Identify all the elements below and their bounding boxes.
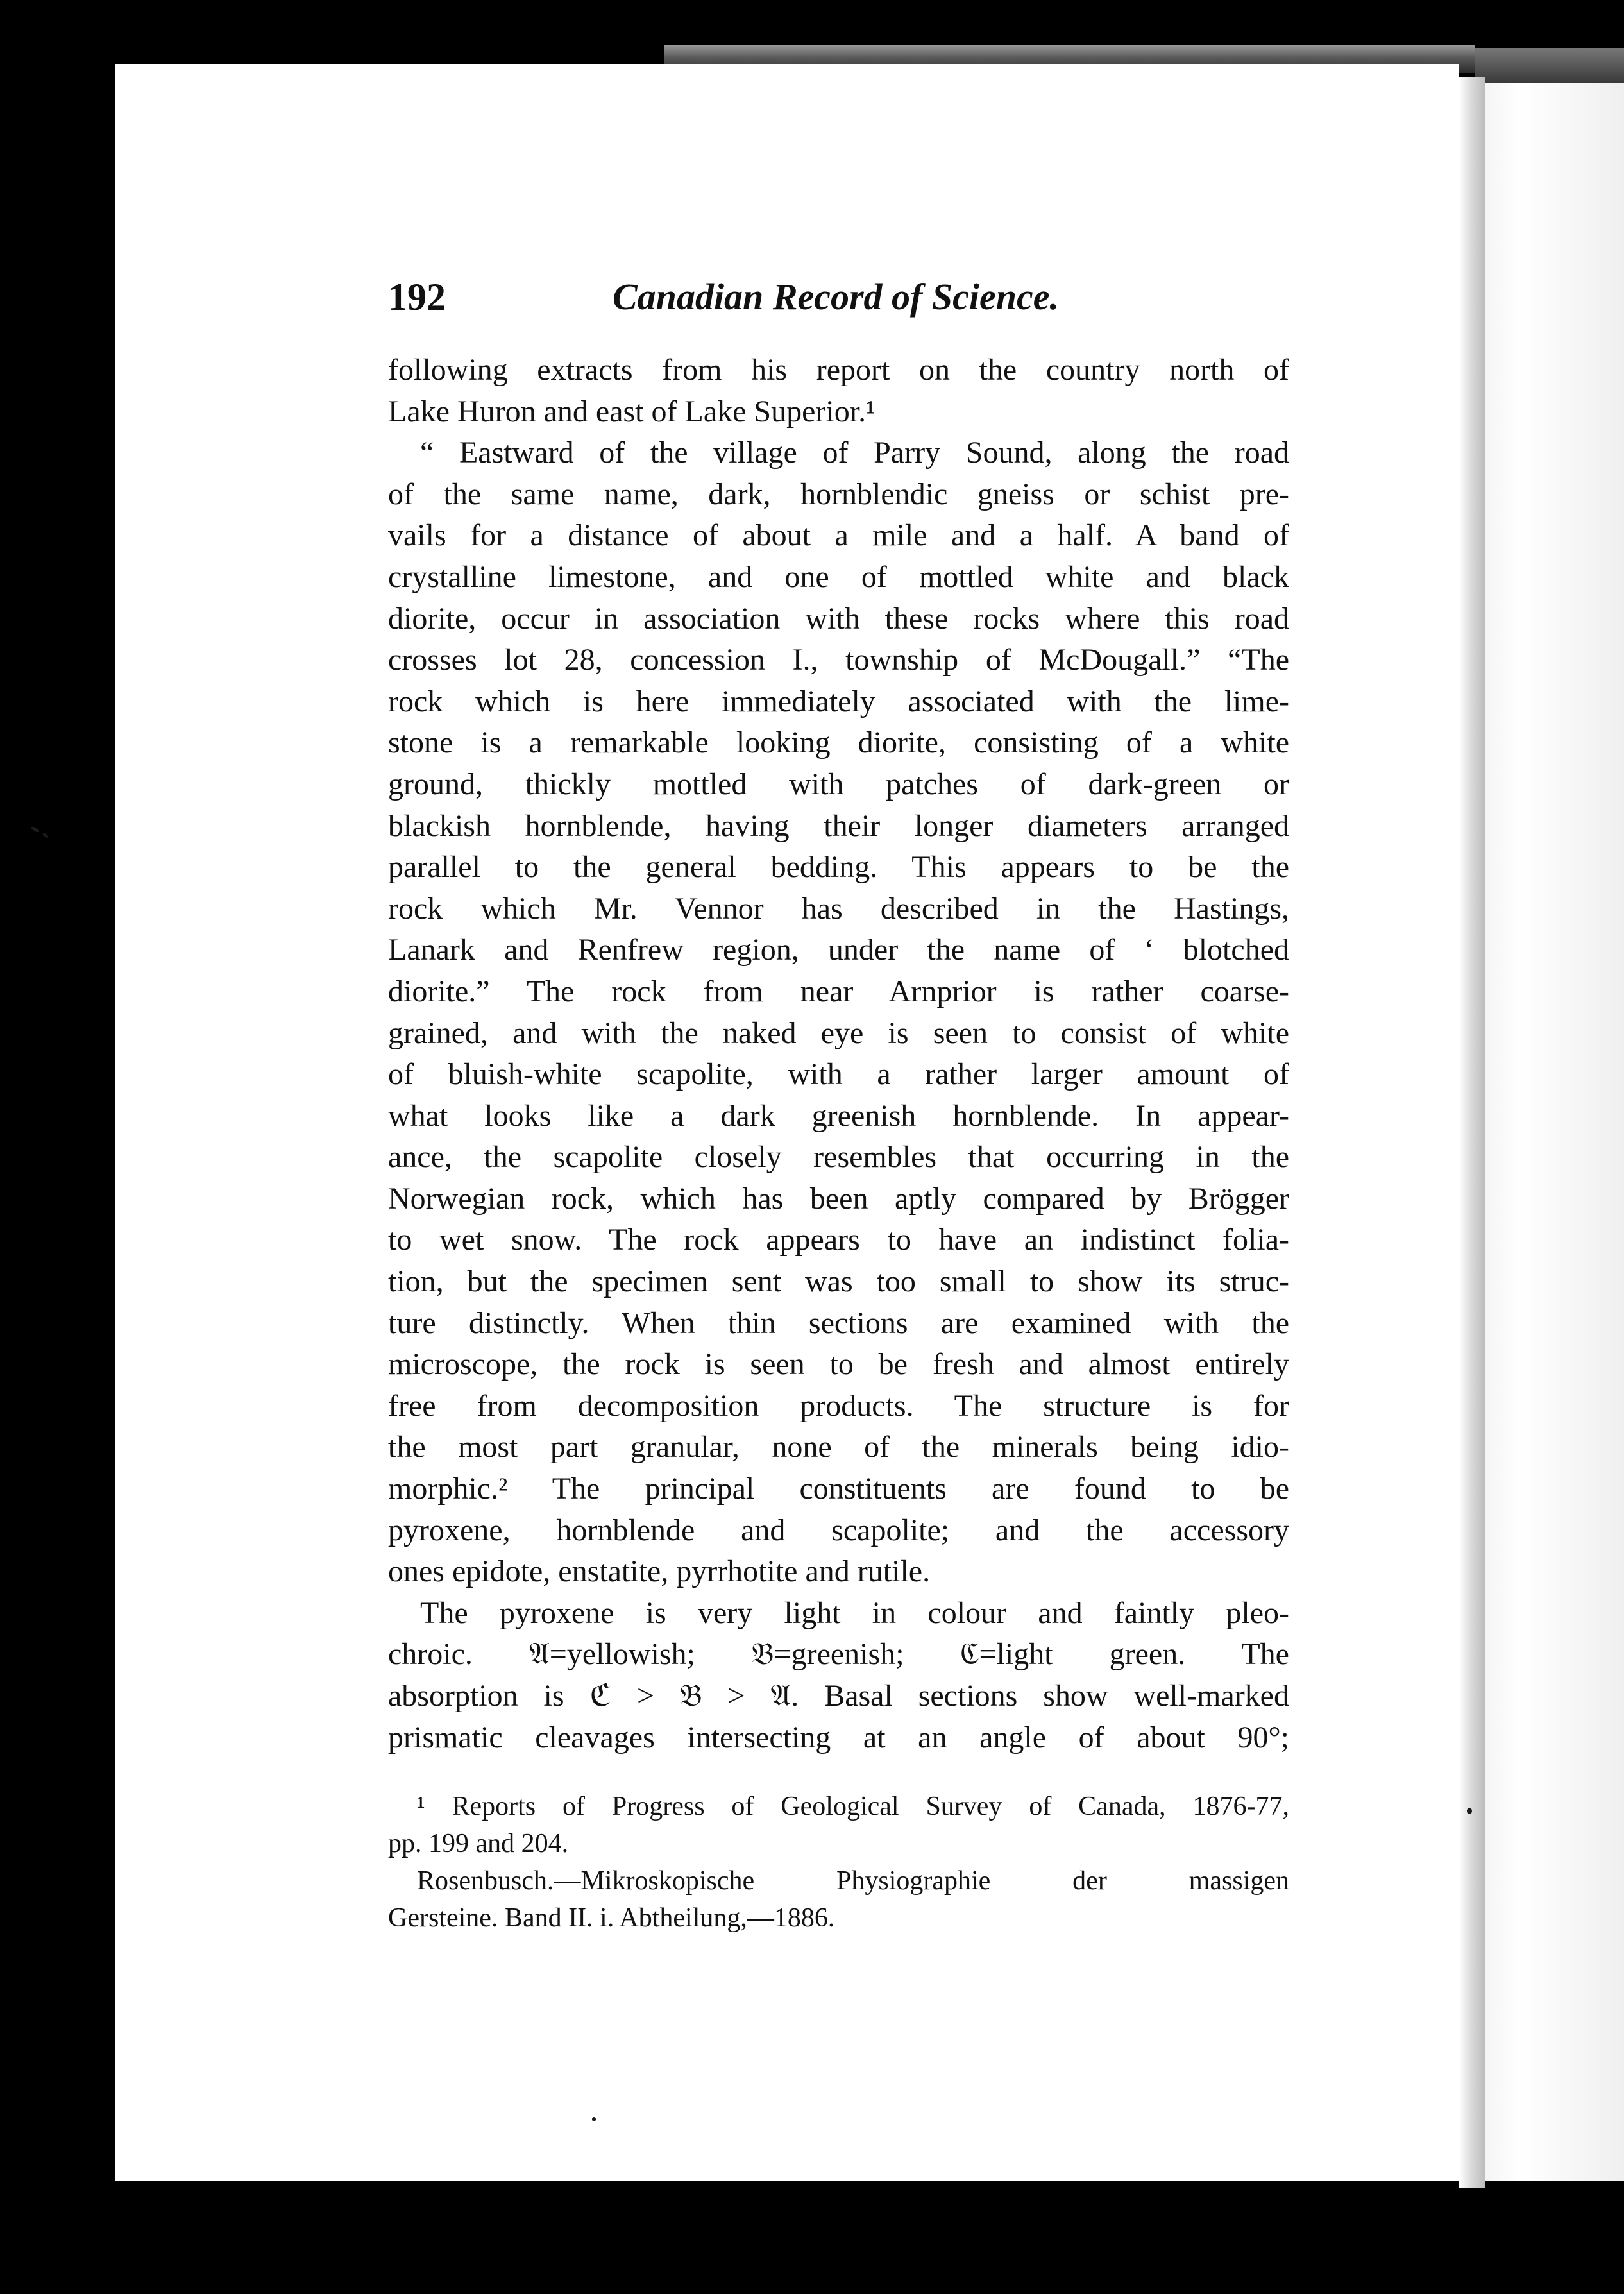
text-line: the most part granular, none of the minerals being idio- [388,1430,1289,1465]
text-line: to wet snow. The rock appears to have an indistinct folia- [388,1223,1289,1257]
scan-speck [42,833,49,839]
text-line: pyroxene, hornblende and scapolite; and the accessory [388,1513,1289,1547]
text-line: “ Eastward of the village of Parry Sound, along the road [420,436,1289,470]
text-line: ance, the scapolite closely resembles that occurring in the [388,1140,1289,1175]
text-line: of the same name, dark, hornblendic gneiss or schist pre- [388,477,1289,511]
page-number: 192 [388,276,446,318]
text-line: absorption is ℭ > 𝔅 > 𝔄. Basal sections show well-marked [388,1679,1289,1713]
text-line: prismatic cleavages intersecting at an angle of about 90°; [388,1720,1289,1754]
running-header [388,268,1280,326]
text-line: ones epidote, enstatite, pyrrhotite and rutile. [388,1554,931,1589]
text-line: Norwegian rock, which has been aptly compared by Brögger [388,1181,1289,1216]
text-line: crystalline limestone, and one of mottled white and black [388,559,1289,594]
facing-page-edge [1475,83,1624,2181]
body-text [388,350,1289,1758]
text-line: The pyroxene is very light in colour and faintly pleo- [420,1595,1289,1630]
text-line: tion, but the specimen sent was too small to show its struc- [388,1264,1289,1299]
scan-speck [592,2117,596,2121]
text-line: diorite, occur in association with these rocks where this road [388,601,1289,636]
text-line: following extracts from his report on the country north of [388,353,1289,387]
footnotes [388,1788,1289,1937]
text-line: morphic.² The principal constituents are found to be [388,1472,1289,1506]
text-line: what looks like a dark greenish hornblende. In appear- [388,1098,1289,1133]
scan-speck [1467,1808,1472,1814]
page-fold-shadow [1459,77,1485,2188]
text-line: microscope, the rock is seen to be fresh and almost entirely [388,1347,1289,1382]
text-line: rock which Mr. Vennor has described in the Hastings, [388,891,1289,926]
text-line: chroic. 𝔄=yellowish; 𝔅=greenish; ℭ=light green. The [388,1637,1289,1672]
text-line: ground, thickly mottled with patches of dark-green or [388,767,1289,801]
binding-shadow-top-right [1475,48,1624,87]
text-line: parallel to the general bedding. This appears to be the [388,850,1289,885]
text-line: diorite.” The rock from near Arnprior is rather coarse- [388,974,1289,1008]
text-line: Lanark and Renfrew region, under the name of ‘ blotched [388,933,1289,967]
text-line: crosses lot 28, concession I., township of McDougall.” “The [388,643,1289,677]
footnote-line: Rosenbusch.—Mikroskopische Physiographie der massigen [417,1866,1289,1896]
scan-speck [30,826,40,833]
footnote-line: Gersteine. Band II. i. Abtheilung,—1886. [388,1903,835,1933]
text-line: blackish hornblende, having their longer diameters arranged [388,808,1289,843]
running-title: Canadian Record of Science. [613,276,1059,318]
text-line: free from decomposition products. The structure is for [388,1388,1289,1423]
text-line: Lake Huron and east of Lake Superior.¹ [388,394,875,429]
footnote-line: pp. 199 and 204. [388,1829,569,1858]
text-line: stone is a remarkable looking diorite, consisting of a white [388,726,1289,760]
footnote-line: ¹ Reports of Progress of Geological Survey of Canada, 1876-77, [417,1792,1289,1821]
text-line: vails for a distance of about a mile and a half. A band of [388,518,1289,553]
text-line: grained, and with the naked eye is seen to consist of white [388,1015,1289,1050]
text-line: ture distinctly. When thin sections are examined with the [388,1305,1289,1340]
text-line: rock which is here immediately associated with the lime- [388,684,1289,718]
text-line: of bluish-white scapolite, with a rather larger amount of [388,1057,1289,1092]
